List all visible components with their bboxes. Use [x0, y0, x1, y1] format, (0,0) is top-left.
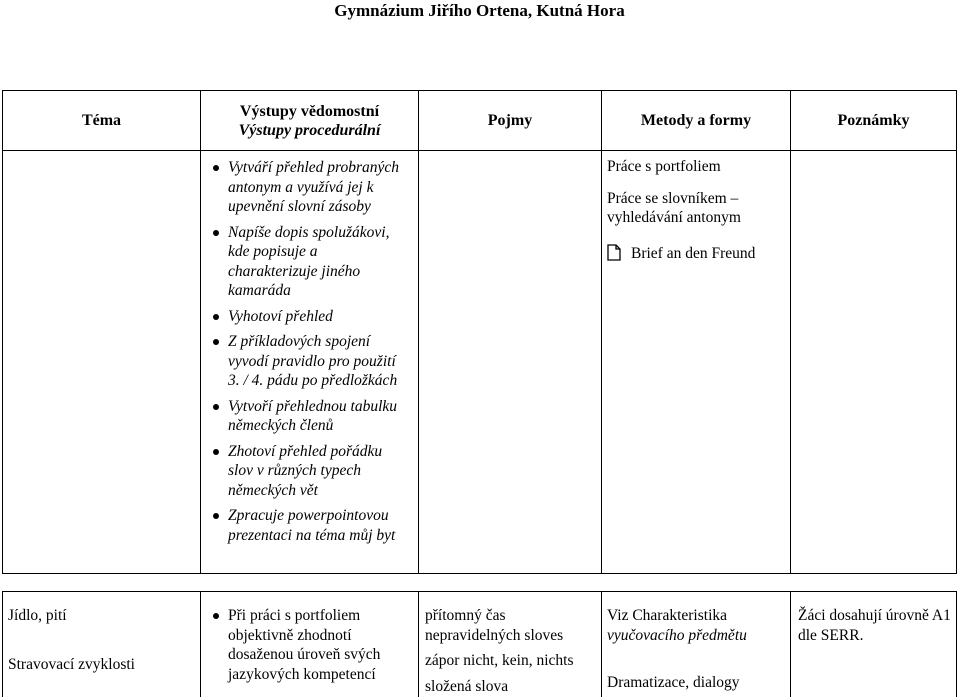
- row2-metody-cell: [607, 606, 787, 693]
- col-header-vystupy-vedomostni: Výstupy vědomostní: [239, 102, 380, 120]
- list-item: Napíše dopis spolužákovi, kde popisuje a charakterizuje jiného kamaráda: [210, 223, 408, 301]
- school-header: Gymnázium Jiřího Ortena, Kutná Hora: [334, 1, 625, 20]
- col-header-tema-label: Téma: [81, 112, 122, 129]
- row2-col-border-5: [956, 591, 957, 697]
- vystupy-list-row2: [210, 606, 410, 684]
- tema-stravovaci: Stravovací zvyklosti: [8, 655, 135, 673]
- metody-viz: Viz Charakteristika: [607, 607, 728, 624]
- col-border-4: [790, 90, 791, 574]
- row2-col-border-1: [200, 591, 201, 697]
- col-header-metody-label: Metody a formy: [640, 112, 752, 129]
- document-icon: [607, 244, 621, 267]
- list-item: Vyhotoví přehled: [210, 307, 408, 327]
- col-header-poznamky: [791, 91, 956, 150]
- col-header-vystupy: [201, 91, 418, 150]
- header-bottom-border: [2, 150, 957, 151]
- row2-vystupy-cell: [210, 606, 410, 690]
- metody-brief: [607, 244, 785, 267]
- col-header-pojmy-label: Pojmy: [487, 112, 533, 129]
- poznamky-uroven: Žáci dosahují úrovně A1 dle SERR.: [798, 607, 951, 644]
- metody-dramatizace: Dramatizace, dialogy: [607, 674, 740, 691]
- list-item: Z příkladových spojení vyvodí pravidlo pro použití 3. / 4. pádu po předložkách: [210, 332, 408, 391]
- col-border-2: [418, 90, 419, 574]
- list-item: Vytváří přehled probraných antonym a využívá jej k upevnění slovní zásoby: [210, 158, 408, 217]
- list-item: Při práci s portfoliem objektivně zhodnotí dosaženou úroveň svých jazykových kompetencí: [210, 606, 410, 684]
- row2-tema-cell: [8, 606, 198, 674]
- col-border-1: [200, 90, 201, 574]
- row2-col-border-2: [418, 591, 419, 697]
- pojmy-slozena: složená slova: [425, 677, 509, 695]
- col-header-poznamky-label: Poznámky: [837, 112, 910, 129]
- row2-poznamky-cell: [798, 606, 954, 645]
- col-border-0: [2, 90, 3, 574]
- row1-bottom-border: [2, 573, 957, 574]
- row1-metody-cell: [607, 157, 785, 278]
- pojmy-pritomny: přítomný čas: [425, 607, 506, 624]
- col-header-pojmy: [419, 91, 601, 150]
- vystupy-list: [210, 158, 408, 545]
- row2-top-border: [2, 591, 957, 592]
- metody-slovnik: Práce se slovníkem – vyhledávání antonym: [607, 189, 741, 226]
- list-item: Zpracuje powerpointovou prezentaci na téma můj byt: [210, 506, 408, 545]
- col-header-metody: [602, 91, 790, 150]
- row2-col-border-3: [601, 591, 602, 697]
- pojmy-zapor: zápor nicht, kein, nichts: [425, 652, 574, 669]
- metody-brief-label: Brief an den Freund: [631, 244, 756, 262]
- row1-vystupy-cell: [210, 158, 408, 551]
- col-border-5: [956, 90, 957, 574]
- list-item: Vytvoří přehlednou tabulku německých členů: [210, 397, 408, 436]
- tema-jidlo: Jídlo, pití: [8, 607, 67, 624]
- list-item: Zhotoví přehled pořádku slov v různých typech německých vět: [210, 442, 408, 501]
- metody-vyucovaciho: vyučovacího předmětu: [607, 626, 747, 644]
- metody-portfolio: Práce s portfoliem: [607, 158, 721, 175]
- col-header-tema: [3, 91, 200, 150]
- col-header-vystupy-proceduralni: Výstupy procedurální: [238, 121, 381, 139]
- col-border-3: [601, 90, 602, 574]
- row2-pojmy-cell: [425, 606, 597, 696]
- row2-col-border-4: [790, 591, 791, 697]
- pojmy-nepravidelnych: nepravidelných sloves: [425, 626, 564, 644]
- row2-col-border-0: [2, 591, 3, 697]
